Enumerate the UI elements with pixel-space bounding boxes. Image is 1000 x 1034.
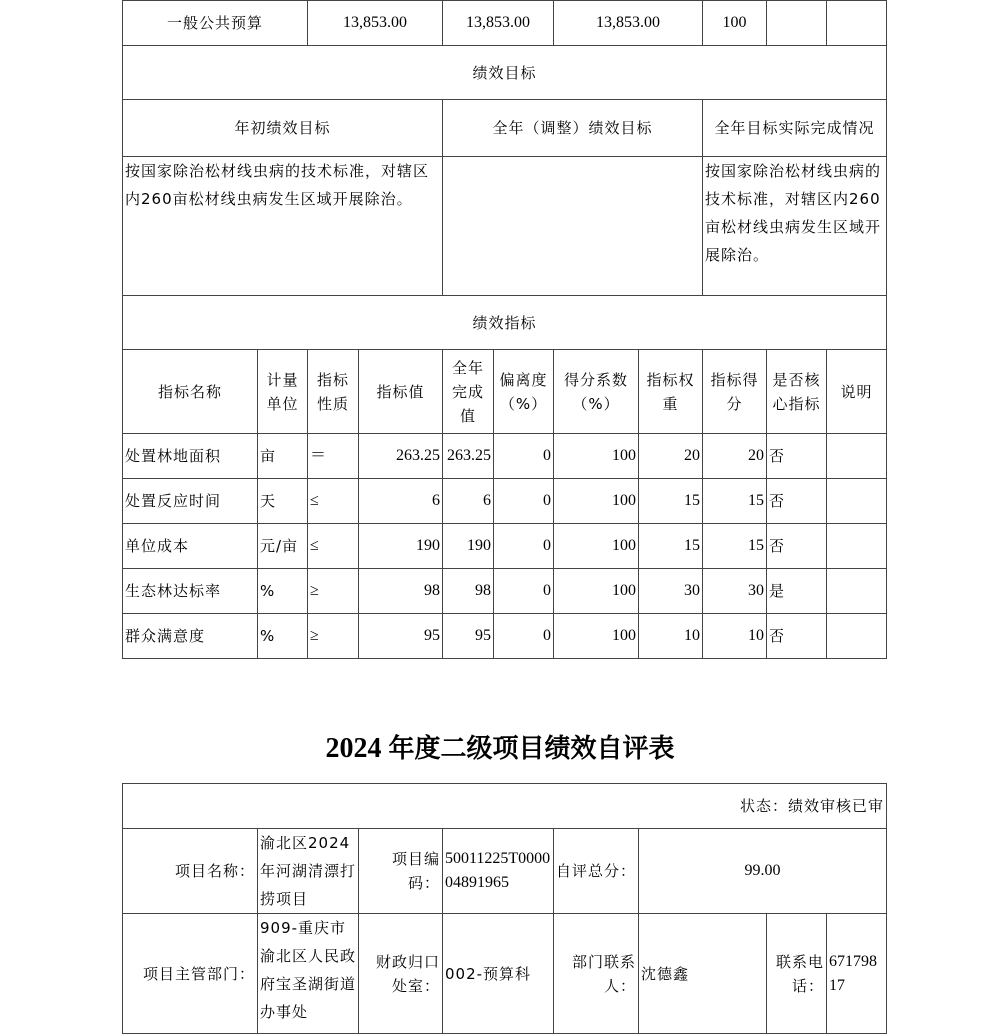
indicator-target: 98	[359, 569, 443, 614]
contact-value: 沈德鑫	[639, 914, 767, 1034]
goals-section-title: 绩效目标	[123, 46, 887, 100]
indicator-weight: 30	[639, 569, 703, 614]
project-name-value: 渝北区2024年河湖清漂打捞项目	[258, 829, 359, 914]
indicator-name: 处置林地面积	[123, 434, 258, 479]
indicator-note	[827, 434, 887, 479]
indicator-unit: 亩	[258, 434, 308, 479]
indicator-coef: 100	[554, 614, 639, 659]
indicator-deviation: 0	[494, 479, 554, 524]
indicator-nature: ＝	[308, 434, 359, 479]
indicator-target: 263.25	[359, 434, 443, 479]
indicator-name: 处置反应时间	[123, 479, 258, 524]
header-nature: 指标性质	[308, 350, 359, 434]
indicator-note	[827, 479, 887, 524]
self-score-value: 99.00	[639, 829, 887, 914]
budget-value-5	[767, 1, 827, 46]
indicator-weight: 20	[639, 434, 703, 479]
budget-value-4: 100	[703, 1, 767, 46]
indicator-weight: 10	[639, 614, 703, 659]
header-indicator-name: 指标名称	[123, 350, 258, 434]
indicator-deviation: 0	[494, 434, 554, 479]
header-unit: 计量单位	[258, 350, 308, 434]
indicator-note	[827, 614, 887, 659]
header-target-value: 指标值	[359, 350, 443, 434]
indicator-row	[123, 479, 887, 524]
project-name-label: 项目名称：	[123, 829, 258, 914]
performance-table	[122, 0, 887, 659]
indicator-deviation: 0	[494, 569, 554, 614]
indicator-name: 生态林达标率	[123, 569, 258, 614]
indicator-actual: 95	[443, 614, 494, 659]
finance-value: 002-预算科	[443, 914, 554, 1034]
budget-value-6	[827, 1, 887, 46]
self-evaluation-table	[122, 783, 887, 1034]
header-score-coef: 得分系数（%）	[554, 350, 639, 434]
contact-label: 部门联系人：	[554, 914, 639, 1034]
goals-header-actual: 全年目标实际完成情况	[703, 100, 887, 157]
indicator-deviation: 0	[494, 524, 554, 569]
indicator-score: 15	[703, 479, 767, 524]
indicator-coef: 100	[554, 434, 639, 479]
indicator-deviation: 0	[494, 614, 554, 659]
goals-header-initial: 年初绩效目标	[123, 100, 443, 157]
phone-label: 联系电话：	[767, 914, 827, 1034]
indicator-unit: 天	[258, 479, 308, 524]
indicator-weight: 15	[639, 524, 703, 569]
indicator-note	[827, 524, 887, 569]
goal-actual-text: 按国家除治松材线虫病的技术标准，对辖区内260亩松材线虫病发生区域开展除治。	[703, 157, 887, 296]
indicator-nature: ≤	[308, 479, 359, 524]
indicator-target: 95	[359, 614, 443, 659]
indicator-row	[123, 434, 887, 479]
indicator-nature: ≥	[308, 569, 359, 614]
indicator-core: 是	[767, 569, 827, 614]
indicator-coef: 100	[554, 479, 639, 524]
header-core: 是否核心指标	[767, 350, 827, 434]
indicator-nature: ≥	[308, 614, 359, 659]
indicator-actual: 190	[443, 524, 494, 569]
indicator-score: 10	[703, 614, 767, 659]
finance-label: 财政归口处室：	[359, 914, 443, 1034]
indicator-actual: 6	[443, 479, 494, 524]
budget-value-2: 13,853.00	[443, 1, 554, 46]
project-code-label: 项目编码：	[359, 829, 443, 914]
page-title	[0, 728, 1000, 765]
indicator-row	[123, 524, 887, 569]
dept-value: 909-重庆市渝北区人民政府宝圣湖街道办事处	[258, 914, 359, 1034]
indicators-header-row	[123, 350, 887, 434]
title-text: 年度二级项目绩效自评表	[388, 734, 675, 764]
goals-header-adjusted: 全年（调整）绩效目标	[443, 100, 703, 157]
budget-value-1: 13,853.00	[308, 1, 443, 46]
header-actual-value: 全年完成值	[443, 350, 494, 434]
indicator-actual: 263.25	[443, 434, 494, 479]
indicator-row	[123, 569, 887, 614]
self-score-label: 自评总分：	[554, 829, 639, 914]
indicator-target: 190	[359, 524, 443, 569]
dept-label: 项目主管部门：	[123, 914, 258, 1034]
budget-type-label: 一般公共预算	[123, 1, 308, 46]
indicator-score: 30	[703, 569, 767, 614]
project-code-value: 50011225T000004891965	[443, 829, 554, 914]
indicator-core: 否	[767, 434, 827, 479]
header-note: 说明	[827, 350, 887, 434]
indicator-core: 否	[767, 524, 827, 569]
indicator-target: 6	[359, 479, 443, 524]
indicators-section-title: 绩效指标	[123, 296, 887, 350]
indicator-coef: 100	[554, 524, 639, 569]
goal-adjusted-text	[443, 157, 703, 296]
indicator-core: 否	[767, 614, 827, 659]
indicator-row	[123, 614, 887, 659]
indicator-score: 20	[703, 434, 767, 479]
indicator-note	[827, 569, 887, 614]
header-weight: 指标权重	[639, 350, 703, 434]
status-text: 状态：绩效审核已审	[123, 784, 887, 829]
budget-row	[123, 1, 887, 46]
phone-value: 67179817	[827, 914, 887, 1034]
header-score: 指标得分	[703, 350, 767, 434]
indicator-coef: 100	[554, 569, 639, 614]
goal-initial-text: 按国家除治松材线虫病的技术标准，对辖区内260亩松材线虫病发生区域开展除治。	[123, 157, 443, 296]
indicator-unit: %	[258, 569, 308, 614]
header-deviation: 偏离度（%）	[494, 350, 554, 434]
indicator-unit: 元/亩	[258, 524, 308, 569]
indicator-nature: ≤	[308, 524, 359, 569]
indicator-weight: 15	[639, 479, 703, 524]
indicator-actual: 98	[443, 569, 494, 614]
indicator-name: 单位成本	[123, 524, 258, 569]
indicator-core: 否	[767, 479, 827, 524]
indicator-score: 15	[703, 524, 767, 569]
indicator-name: 群众满意度	[123, 614, 258, 659]
indicator-unit: %	[258, 614, 308, 659]
title-year: 2024	[325, 733, 382, 764]
budget-value-3: 13,853.00	[554, 1, 703, 46]
